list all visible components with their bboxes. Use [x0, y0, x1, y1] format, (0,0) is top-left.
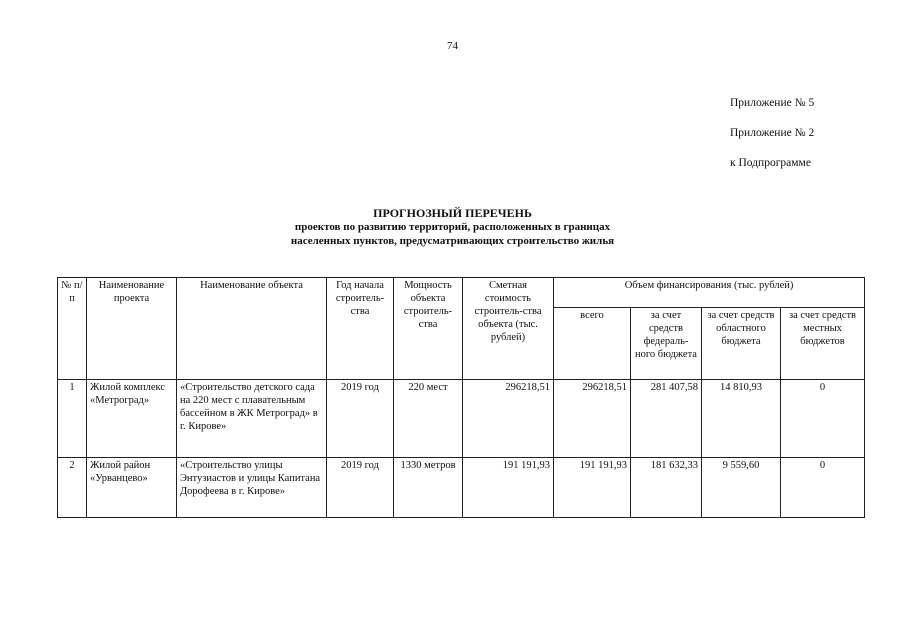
title-sub-1: проектов по развитию территорий, расположенных в границах	[294, 221, 611, 233]
row-project: Жилой район «Урванцево»	[87, 458, 177, 518]
row-total: 296218,51	[554, 380, 631, 458]
table-row	[58, 458, 865, 518]
appendix-line-1: Приложение № 5	[730, 97, 815, 109]
row-regional: 9 559,60	[702, 458, 781, 518]
row-cost: 296218,51	[463, 380, 554, 458]
header-local: за счет средств местных бюджетов	[781, 308, 865, 380]
row-year: 2019 год	[327, 458, 394, 518]
row-cost: 191 191,93	[463, 458, 554, 518]
row-local: 0	[781, 380, 865, 458]
appendix-line-3: к Подпрограмме	[730, 157, 811, 169]
document-title	[0, 206, 905, 248]
row-num: 1	[58, 380, 87, 458]
title-main: ПРОГНОЗНЫЙ ПЕРЕЧЕНЬ	[373, 206, 532, 220]
header-federal: за счет средств федераль-ного бюджета	[631, 308, 702, 380]
row-object: «Строительство детского сада на 220 мест с плавательным бассейном в ЖК Метроград» в г. Кирове»	[177, 380, 327, 458]
row-project: Жилой комплекс «Метроград»	[87, 380, 177, 458]
page-number: 74	[447, 40, 458, 52]
row-capacity: 1330 метров	[394, 458, 463, 518]
row-capacity: 220 мест	[394, 380, 463, 458]
table-row	[58, 380, 865, 458]
row-federal: 281 407,58	[631, 380, 702, 458]
header-regional: за счет средств областного бюджета	[702, 308, 781, 380]
header-total: всего	[554, 308, 631, 380]
row-federal: 181 632,33	[631, 458, 702, 518]
row-num: 2	[58, 458, 87, 518]
projects-table	[57, 277, 865, 518]
row-regional: 14 810,93	[702, 380, 781, 458]
header-num: № п/п	[58, 278, 87, 380]
row-total: 191 191,93	[554, 458, 631, 518]
row-local: 0	[781, 458, 865, 518]
header-capacity: Мощность объекта строитель-ства	[394, 278, 463, 380]
header-cost: Сметная стоимость строитель-ства объекта (тыс. рублей)	[463, 278, 554, 380]
header-year: Год начала строитель-ства	[327, 278, 394, 380]
header-project: Наименование проекта	[87, 278, 177, 380]
row-object: «Строительство улицы Энтузиастов и улицы Капитана Дорофеева в г. Кирове»	[177, 458, 327, 518]
row-year: 2019 год	[327, 380, 394, 458]
appendix-line-2: Приложение № 2	[730, 127, 815, 139]
title-sub-2: населенных пунктов, предусматривающих строительство жилья	[290, 235, 615, 247]
header-row-1	[58, 278, 865, 308]
header-object: Наименование объекта	[177, 278, 327, 380]
header-finance-group: Объем финансирования (тыс. рублей)	[554, 278, 865, 308]
